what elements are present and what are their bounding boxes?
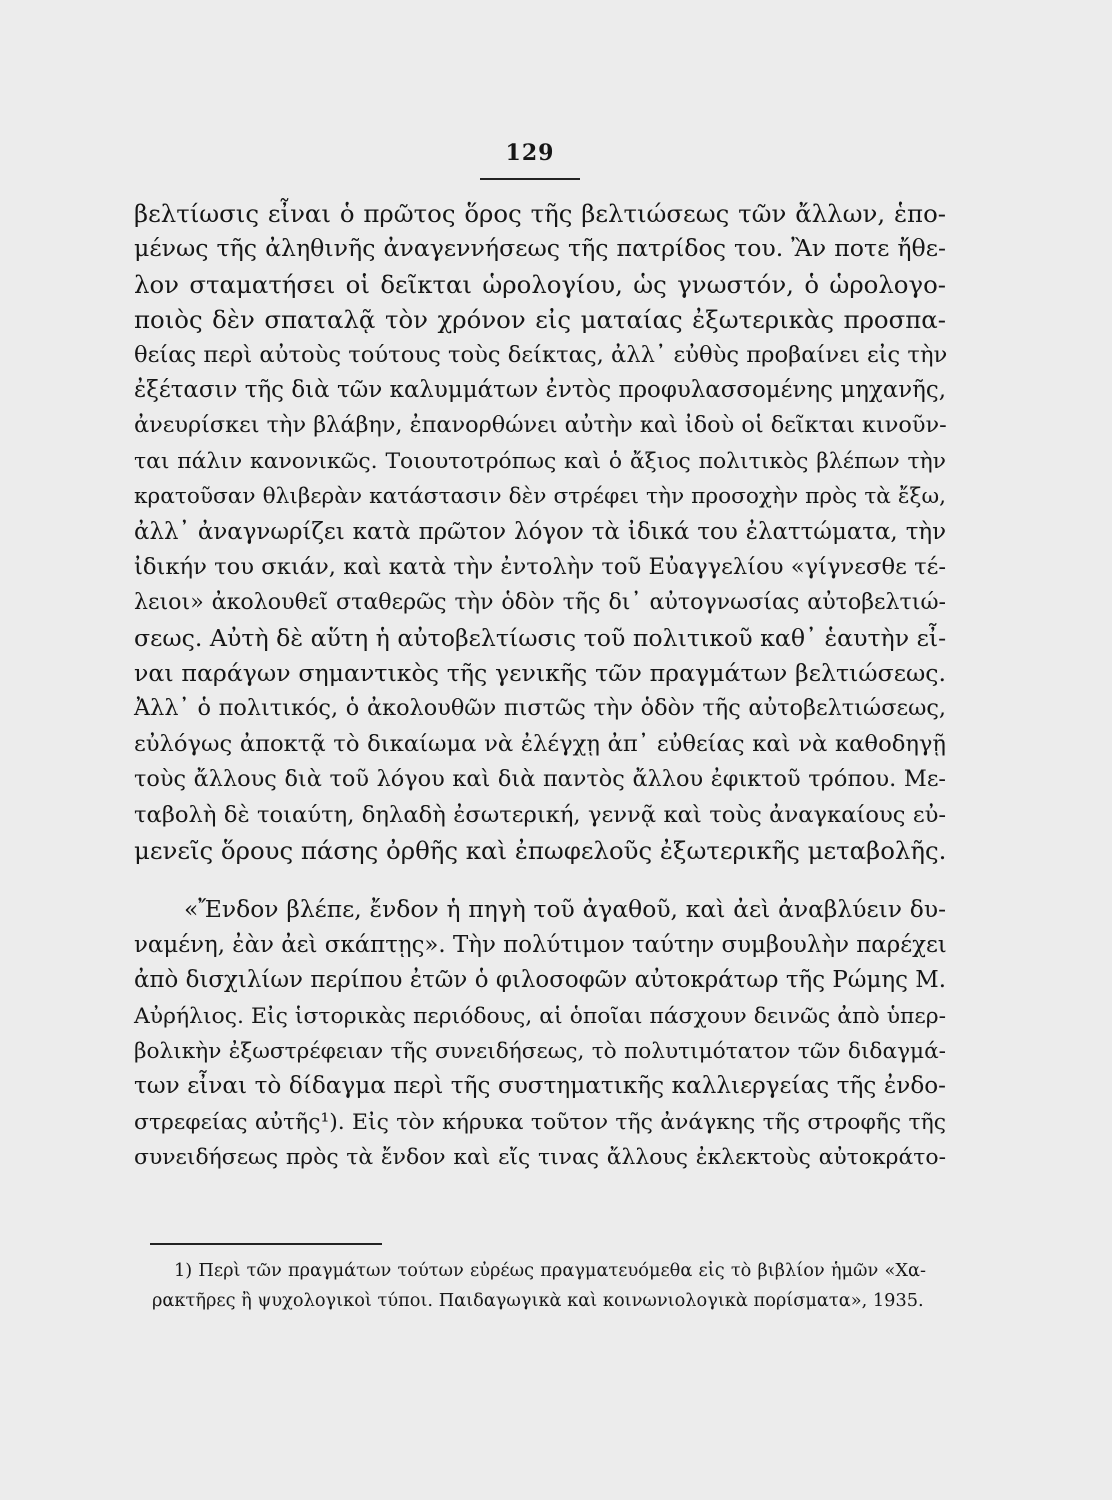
text-line: λειοι» ἀκολουθεῖ σταθερῶς τὴν ὁδὸν τῆς δι᾽ αὐτογνωσίας αὐτοβελτιώ-	[134, 589, 946, 616]
footnote-rule	[150, 1243, 382, 1245]
text-line: μένως τῆς ἀληθινῆς ἀναγεννήσεως τῆς πατρίδος του. Ἂν ποτε ἤθε-	[134, 234, 946, 263]
paragraph-gap	[134, 868, 946, 892]
text-line: των εἶναι τὸ δίδαγμα περὶ τῆς συστηματικῆς καλλιεργείας τῆς ἐνδο-	[134, 1073, 946, 1100]
text-line: κρατοῦσαν θλιβερὰν κατάστασιν δὲν στρέφει τὴν προσοχὴν πρὸς τὰ ἔξω,	[134, 484, 946, 510]
text-line: στρεφείας αὐτῆς¹). Εἰς τὸν κήρυκα τοῦτον τῆς ἀνάγκης τῆς στροφῆς τῆς	[134, 1109, 946, 1135]
text-line: ποιὸς δὲν σπαταλᾷ τὸν χρόνον εἰς ματαίας ἐξωτερικὰς προσπα-	[134, 305, 946, 335]
text-line: ται πάλιν κανονικῶς. Τοιουτοτρόπως καὶ ὁ ἄξιος πολιτικὸς βλέπων τὴν	[134, 448, 946, 474]
text-line: σεως. Αὐτὴ δὲ αὕτη ἡ αὐτοβελτίωσις τοῦ πολιτικοῦ καθ᾽ ἑαυτὴν εἶ-	[134, 623, 947, 652]
text-line: ἀπὸ δισχιλίων περίπου ἐτῶν ὁ φιλοσοφῶν αὐτοκράτωρ τῆς Ρώμης Μ.	[134, 967, 946, 994]
footnote	[152, 1256, 926, 1316]
text-line: Ἀλλ᾽ ὁ πολιτικός, ὁ ἀκολουθῶν πιστῶς τὴν ὁδὸν τῆς αὐτοβελτιώσεως,	[134, 695, 946, 722]
text-line: τοὺς ἄλλους διὰ τοῦ λόγου καὶ διὰ παντὸς ἄλλου ἐφικτοῦ τρόπου. Με-	[134, 766, 946, 793]
text-line: βελτίωσις εἶναι ὁ πρῶτος ὅρος τῆς βελτιώσεως τῶν ἄλλων, ἑπο-	[134, 199, 946, 228]
paragraph-2	[134, 892, 946, 1175]
text-line: μενεῖς ὅρους πάσης ὀρθῆς καὶ ἐπωφελοῦς ἐξωτερικῆς μεταβολῆς.	[134, 836, 947, 866]
text-line: ἐξέτασιν τῆς διὰ τῶν καλυμμάτων ἐντὸς προφυλασσομένης μηχανῆς,	[134, 376, 946, 403]
text-line: ναμένη, ἐὰν ἀεὶ σκάπτῃς». Τὴν πολύτιμον ταύτην συμβουλὴν παρέχει	[134, 931, 947, 958]
text-line: λον σταματήσει οἱ δεῖκται ὡρολογίου, ὡς γνωστόν, ὁ ὡρολογο-	[134, 269, 946, 299]
text-line: ναι παράγων σημαντικὸς τῆς γενικῆς τῶν πραγμάτων βελτιώσεως.	[134, 659, 946, 688]
footnote-line: 1) Περὶ τῶν πραγμάτων τούτων εὐρέως πραγματευόμεθα εἰς τὸ βιβλίον ἡμῶν «Χα-	[174, 1261, 926, 1281]
text-line: ἀνευρίσκει τὴν βλάβην, ἐπανορθώνει αὐτὴν καὶ ἰδοὺ οἱ δεῖκται κινοῦν-	[134, 412, 947, 439]
text-line: συνειδήσεως πρὸς τὰ ἔνδον καὶ εἴς τινας ἄλλους ἐκλεκτοὺς αὐτοκράτο-	[134, 1145, 946, 1171]
text-line: ἰδικήν του σκιάν, καὶ κατὰ τὴν ἐντολὴν τοῦ Εὐαγγελίου «γίγνεσθε τέ-	[134, 553, 946, 580]
paragraph-1	[134, 196, 946, 868]
text-line: ἀλλ᾽ ἀναγνωρίζει κατὰ πρῶτον λόγον τὰ ἰδικά του ἐλαττώματα, τὴν	[134, 518, 946, 545]
text-line: βολικὴν ἐξωστρέφειαν τῆς συνειδήσεως, τὸ πολυτιμότατον τῶν διδαγμά-	[134, 1038, 946, 1064]
page-number: 129	[505, 140, 555, 166]
text-line: Αὐρήλιος. Εἰς ἱστορικὰς περιόδους, αἱ ὁποῖαι πάσχουν δεινῶς ἀπὸ ὑπερ-	[134, 1003, 946, 1029]
body-text	[134, 196, 946, 1176]
text-line: ταβολὴ δὲ τοιαύτη, δηλαδὴ ἐσωτερική, γεννᾷ καὶ τοὺς ἀναγκαίους εὐ-	[134, 801, 946, 828]
text-line: εὐλόγως ἀποκτᾷ τὸ δικαίωμα νὰ ἐλέγχῃ ἀπ᾽ εὐθείας καὶ νὰ καθοδηγῇ	[134, 730, 946, 757]
footnote-line: ρακτῆρες ἢ ψυχολογικοὶ τύποι. Παιδαγωγικὰ καὶ κοινωνιολογικὰ πορίσματα», 1935.	[152, 1291, 924, 1311]
page-number-rule	[480, 178, 580, 180]
text-line: «Ἔνδον βλέπε, ἔνδον ἡ πηγὴ τοῦ ἀγαθοῦ, καὶ ἀεὶ ἀναβλύειν δυ-	[184, 895, 946, 924]
text-line: θείας περὶ αὐτοὺς τούτους τοὺς δείκτας, ἀλλ᾽ εὐθὺς προβαίνει εἰς τὴν	[134, 341, 948, 368]
